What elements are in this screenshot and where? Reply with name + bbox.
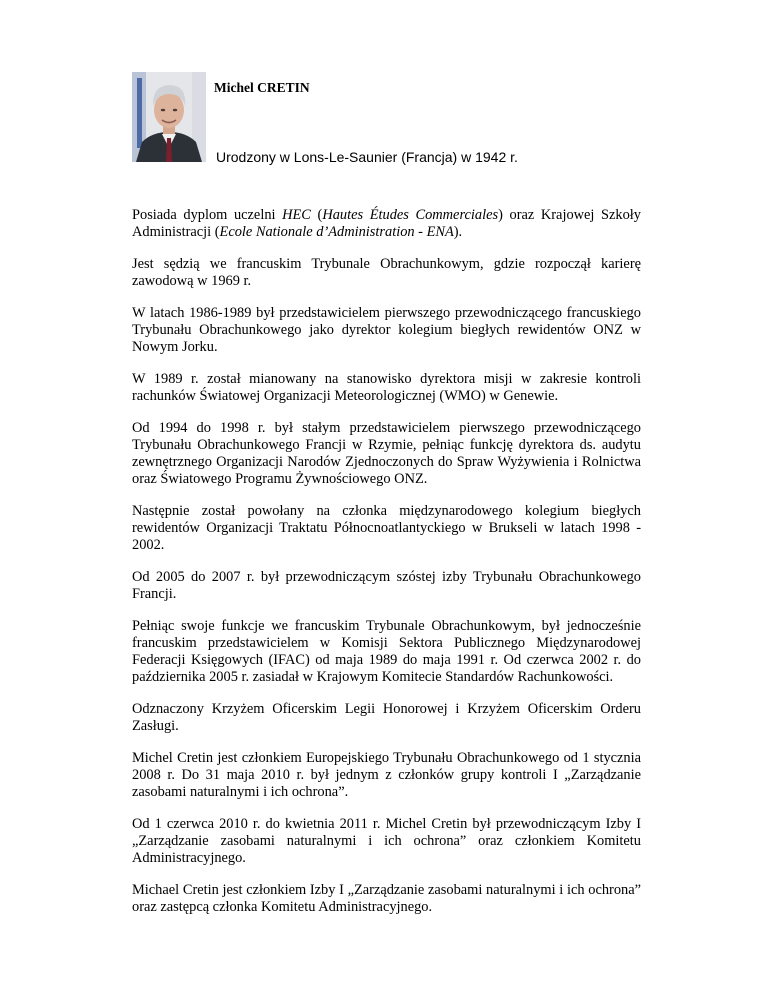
paragraph: Pełniąc swoje funkcje we francuskim Trybunale Obrachunkowym, był jednocześnie francuskim przedstawicielem w Komisji Sektora Publicznego Międzynarodowej Federacji Księgowych (IFAC) od maja 1989 do maja 1991 r. Od czerwca 2002 r. do października 2005 r. zasiadał w Krajowym Komitecie Standardów Rachunkowości. [132, 618, 641, 685]
paragraph: W 1989 r. został mianowany na stanowisko dyrektora misji w zakresie kontroli rachunków Światowej Organizacji Meteorologicznej (WMO) w Genewie. [132, 371, 641, 404]
paragraph: Następnie został powołany na członka międzynarodowego kolegium biegłych rewidentów Organizacji Traktatu Północnoatlantyckiego w Brukseli w latach 1998 - 2002. [132, 503, 641, 553]
portrait-photo [132, 72, 206, 162]
paragraph: Michael Cretin jest członkiem Izby I „Zarządzanie zasobami naturalnymi i ich ochrona” oraz zastępcą członka Komitetu Administracyjnego. [132, 882, 641, 915]
paragraph: Jest sędzią we francuskim Trybunale Obrachunkowym, gdzie rozpoczął karierę zawodową w 1969 r. [132, 256, 641, 289]
paragraph: Michel Cretin jest członkiem Europejskiego Trybunału Obrachunkowego od 1 stycznia 2008 r. Do 31 maja 2010 r. był jednym z członków grupy kontroli I „Zarządzanie zasobami naturalnymi i ich ochrona”. [132, 750, 641, 800]
paragraph: Od 2005 do 2007 r. był przewodniczącym szóstej izby Trybunału Obrachunkowego Francji. [132, 569, 641, 602]
biography-text [132, 207, 641, 931]
paragraph: Odznaczony Krzyżem Oficerskim Legii Honorowej i Krzyżem Oficerskim Orderu Zasługi. [132, 701, 641, 734]
birth-info: Urodzony w Lons-Le-Saunier (Francja) w 1942 r. [216, 149, 518, 165]
paragraph: Od 1994 do 1998 r. był stałym przedstawicielem pierwszego przewodniczącego Trybunału Obrachunkowego Francji w Rzymie, pełniąc funkcję dyrektora ds. audytu zewnętrznego Organizacji Narodów Zjednoczonych do Spraw Wyżywienia i Rolnictwa oraz Światowego Programu Żywnościowego ONZ. [132, 420, 641, 487]
profile-header [132, 72, 652, 165]
paragraph: Od 1 czerwca 2010 r. do kwietnia 2011 r. Michel Cretin był przewodniczącym Izby I „Zarządzanie zasobami naturalnymi i ich ochrona” oraz członkiem Komitetu Administracyjnego. [132, 816, 641, 866]
person-name: Michel CRETIN [214, 80, 310, 95]
paragraph: W latach 1986-1989 był przedstawicielem pierwszego przewodniczącego francuskiego Trybunału Obrachunkowego jako dyrektor kolegium biegłych rewidentów ONZ w Nowym Jorku. [132, 305, 641, 355]
paragraph-education: Posiada dyplom uczelni HEC (Hautes Études Commerciales) oraz Krajowej Szkoły Administracji (Ecole Nationale d’Administration - ENA). [132, 207, 641, 240]
